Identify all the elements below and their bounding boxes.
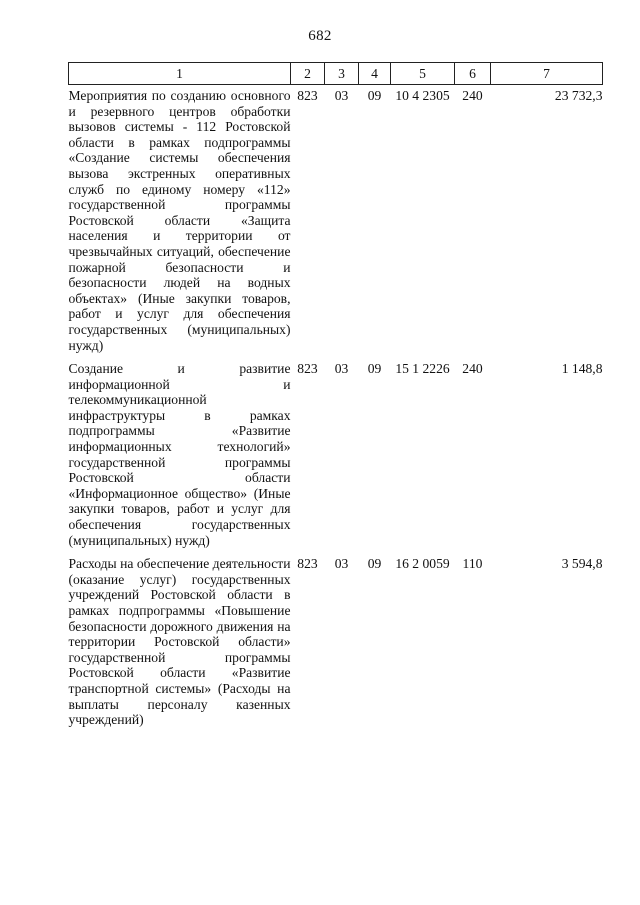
header-row bbox=[69, 63, 603, 85]
table-body bbox=[69, 85, 603, 732]
row-subsection-code: 09 bbox=[367, 88, 382, 103]
row-expense-type: 240 bbox=[462, 88, 483, 103]
header-col-1: 1 bbox=[69, 63, 291, 85]
row-subsection-code: 09 bbox=[367, 361, 382, 377]
row-expense-type: 240 bbox=[462, 361, 483, 377]
budget-table bbox=[68, 62, 603, 732]
row-description: Мероприятия по созданию основного и резервного центров обработки вызовов системы - 112 Ростовской области в рамках подпрограммы «Создание системы обеспечения вызова экстренных оперативных служб по единому номеру «112» государственной программы Ростовской области «Защита населения и территории от чрезвычайных ситуаций, обеспечение пожарной безопасности и безопасности людей на водных объектах» (Иные закупки товаров, работ и услуг для обеспечения государственных (муниципальных) нужд) bbox=[68, 88, 291, 353]
table-row bbox=[69, 85, 603, 358]
row-expense-type: 110 bbox=[462, 556, 483, 572]
table-row bbox=[69, 357, 603, 552]
row-description: Расходы на обеспечение деятельности (оказание услуг) государственных учреждений Ростовской области в рамках подпрограммы «Повышение безопасности дорожного движения на территории Ростовской области» государственной программы Ростовской области «Развитие транспортной системы» (Расходы на выплаты персоналу казенных учреждений) bbox=[68, 556, 291, 728]
row-amount: 3 594,8 bbox=[561, 556, 603, 572]
header-col-6: 6 bbox=[455, 63, 491, 85]
row-ministry-code: 823 bbox=[297, 88, 318, 103]
header-col-5: 5 bbox=[391, 63, 455, 85]
table-row bbox=[69, 552, 603, 732]
table-header bbox=[69, 63, 603, 85]
row-amount: 23 732,3 bbox=[554, 88, 603, 103]
row-ministry-code: 823 bbox=[297, 556, 318, 572]
page-number: 682 bbox=[308, 28, 332, 44]
row-subsection-code: 09 bbox=[367, 556, 382, 572]
header-col-2: 2 bbox=[291, 63, 325, 85]
row-section-code: 03 bbox=[334, 88, 349, 103]
header-col-7: 7 bbox=[491, 63, 603, 85]
row-section-code: 03 bbox=[334, 556, 349, 572]
row-target-article: 15 1 2226 bbox=[395, 361, 450, 377]
row-target-article: 16 2 0059 bbox=[395, 556, 450, 572]
row-amount: 1 148,8 bbox=[561, 361, 603, 377]
row-ministry-code: 823 bbox=[297, 361, 318, 377]
row-description: Создание и развитие информационной и телекоммуникационной инфраструктуры в рамках подпрограммы «Развитие информационных технологий» государственной программы Ростовской области «Информационное общество» (Иные закупки товаров, работ и услуг для обеспечения государственных (муниципальных) нужд) bbox=[68, 361, 291, 548]
header-col-3: 3 bbox=[325, 63, 359, 85]
header-col-4: 4 bbox=[359, 63, 391, 85]
row-section-code: 03 bbox=[334, 361, 349, 377]
row-target-article: 10 4 2305 bbox=[395, 88, 450, 103]
